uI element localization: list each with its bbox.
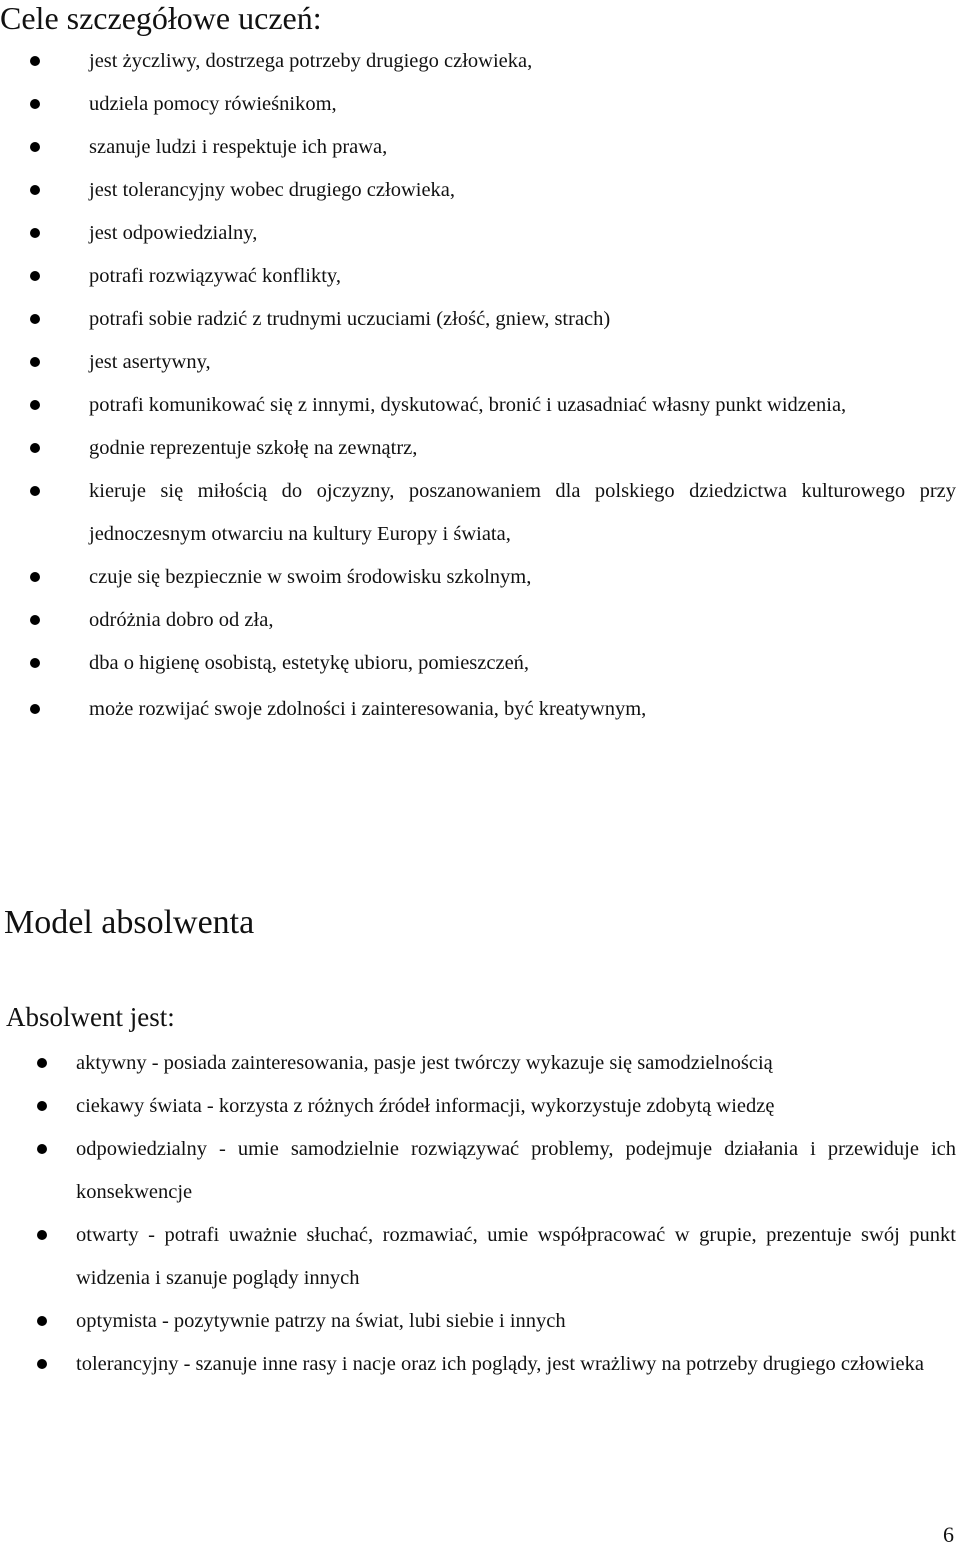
list-item-text: ciekawy świata - korzysta z różnych źródeł informacji, wykorzystuje zdobytą wiedzę: [76, 1095, 775, 1117]
list-item: [0, 83, 960, 126]
bullet-icon: [37, 1359, 47, 1369]
list-item-text: tolerancyjny - szanuje inne rasy i nacje oraz ich poglądy, jest wrażliwy na potrzeby drugiego człowieka: [76, 1353, 924, 1375]
list-item: [0, 599, 960, 642]
list-item: [0, 1042, 960, 1085]
list-item: [0, 688, 960, 731]
bullet-icon: [30, 185, 40, 195]
list-item-text: dba o higienę osobistą, estetykę ubioru, pomieszczeń,: [89, 652, 530, 674]
model-list: [0, 1042, 960, 1386]
bullet-icon: [30, 486, 40, 496]
list-item: [0, 40, 960, 83]
list-item: [0, 556, 960, 599]
page-number: 6: [943, 1522, 954, 1547]
bullet-icon: [37, 1058, 47, 1068]
list-item-text: aktywny - posiada zainteresowania, pasje jest twórczy wykazuje się samodzielnością: [76, 1052, 773, 1074]
list-item-text: odróżnia dobro od zła,: [89, 609, 274, 631]
list-item: [0, 126, 960, 169]
bullet-icon: [30, 704, 40, 714]
list-item-text: odpowiedzialny - umie samodzielnie rozwiązywać problemy, podejmuje działania i przewiduje ich konsekwencje: [76, 1138, 956, 1203]
list-item-text: otwarty - potrafi uważnie słuchać, rozmawiać, umie współpracować w grupie, prezentuje swój punkt widzenia i szanuje poglądy innych: [76, 1224, 956, 1289]
list-item: [0, 470, 960, 556]
list-item-text: szanuje ludzi i respektuje ich prawa,: [89, 136, 388, 158]
bullet-icon: [37, 1316, 47, 1326]
list-item-text: optymista - pozytywnie patrzy na świat, lubi siebie i innych: [76, 1310, 566, 1332]
list-item-text: jest tolerancyjny wobec drugiego człowieka,: [89, 179, 456, 201]
model-subheading: Absolwent jest:: [6, 1002, 175, 1032]
bullet-icon: [30, 615, 40, 625]
list-item-text: jest odpowiedzialny,: [89, 222, 258, 244]
list-item-text: potrafi sobie radzić z trudnymi uczuciami (złość, gniew, strach): [89, 308, 611, 330]
list-item-text: potrafi komunikować się z innymi, dyskutować, bronić i uzasadniać własny punkt widzenia,: [89, 394, 847, 416]
bullet-icon: [30, 99, 40, 109]
bullet-icon: [30, 56, 40, 66]
bullet-icon: [30, 271, 40, 281]
list-item-text: może rozwijać swoje zdolności i zainteresowania, być kreatywnym,: [89, 698, 647, 720]
list-item: [0, 642, 960, 685]
bullet-icon: [37, 1144, 47, 1154]
list-item-text: jest życzliwy, dostrzega potrzeby drugiego człowieka,: [89, 50, 533, 72]
list-item: [0, 341, 960, 384]
list-item: [0, 1128, 960, 1214]
bullet-icon: [30, 314, 40, 324]
list-item: [0, 1085, 960, 1128]
list-item: [0, 427, 960, 470]
bullet-icon: [30, 443, 40, 453]
list-item: [0, 169, 960, 212]
list-item-text: godnie reprezentuje szkołę na zewnątrz,: [89, 437, 418, 459]
list-item: [0, 255, 960, 298]
list-item-text: udziela pomocy rówieśnikom,: [89, 93, 337, 115]
model-heading: Model absolwenta: [4, 904, 255, 941]
bullet-icon: [30, 228, 40, 238]
bullet-icon: [30, 658, 40, 668]
bullet-icon: [37, 1101, 47, 1111]
bullet-icon: [30, 142, 40, 152]
goals-heading: Cele szczegółowe uczeń:: [0, 0, 322, 36]
bullet-icon: [37, 1230, 47, 1240]
bullet-icon: [30, 572, 40, 582]
goals-list: [0, 40, 960, 731]
list-item: [0, 1214, 960, 1300]
bullet-icon: [30, 400, 40, 410]
bullet-icon: [30, 357, 40, 367]
list-item: [0, 384, 960, 427]
list-item: [0, 1300, 960, 1343]
list-item-text: kieruje się miłością do ojczyzny, poszanowaniem dla polskiego dziedzictwa kulturowego przy jednoczesnym otwarciu na kultury Europy i świata,: [89, 480, 956, 545]
list-item: [0, 212, 960, 255]
list-item-text: potrafi rozwiązywać konflikty,: [89, 265, 341, 287]
list-item: [0, 1343, 960, 1386]
list-item: [0, 298, 960, 341]
list-item-text: czuje się bezpiecznie w swoim środowisku szkolnym,: [89, 566, 532, 588]
list-item-text: jest asertywny,: [89, 351, 211, 373]
